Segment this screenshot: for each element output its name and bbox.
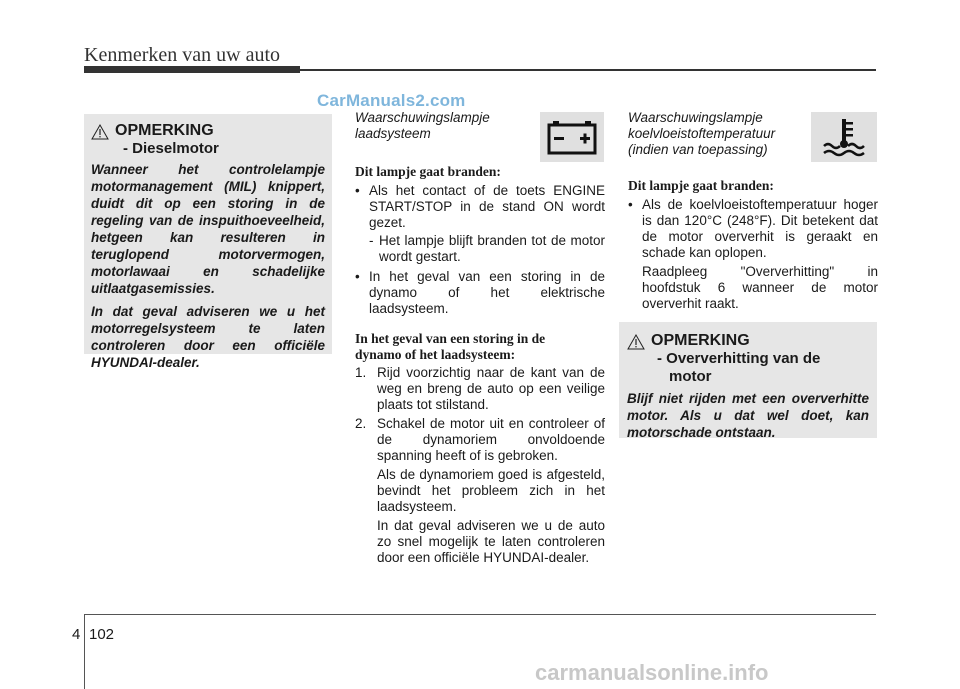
- note-header: [627, 332, 869, 386]
- step-paragraph: Als de dynamoriem goed is afgesteld, bevindt het probleem zich in het laadsysteem.: [377, 467, 605, 514]
- coolant-temperature-icon: [821, 116, 867, 158]
- section-title-line: (indien van toepassing): [628, 142, 768, 157]
- list-item: [355, 183, 605, 231]
- note-body: [627, 390, 869, 441]
- page-number: 102: [89, 626, 115, 643]
- bullet-marker: •: [355, 269, 360, 284]
- note-title: OPMERKING: [115, 122, 214, 139]
- step-number: 1.: [355, 365, 367, 380]
- dash-marker: -: [369, 233, 374, 248]
- step-text: Schakel de motor uit en controleer of de dynamoriem onvoldoende spanning heeft of is gebroken.: [377, 416, 605, 463]
- note-subtitle: - Oververhitting van de: [657, 350, 821, 367]
- note-paragraph: Blijf niet rijden met een oververhitte motor. Als u dat wel doet, kan motorschade ontstaan.: [627, 391, 869, 440]
- coolant-section-body: [628, 178, 878, 315]
- note-subtitle: motor: [669, 368, 712, 385]
- note-paragraph: In dat geval adviseren we u het motorregelsysteem te laten controleren door een officiële HYUNDAI-dealer.: [91, 304, 325, 370]
- charging-section-body: [355, 164, 605, 569]
- note-subtitle: - Dieselmotor: [123, 140, 219, 157]
- list-item: [628, 197, 878, 261]
- step-number: 2.: [355, 416, 367, 431]
- note-body: [91, 161, 325, 371]
- battery-icon: [547, 119, 597, 155]
- list-item-text: Als de koelvloeistoftemperatuur hoger is dan 120°C (248°F). Dit betekent dat de motor oververhit is geraakt en schade kan oplopen.: [642, 197, 878, 260]
- battery-warning-icon-box: [540, 112, 604, 162]
- fault-heading: In het geval van een storing in de dynamo of het laadsysteem:: [355, 331, 546, 362]
- step-text: Rijd voorzichtig naar de kant van de weg en breng de auto op een veilige plaats tot stilstand.: [377, 365, 605, 412]
- step-paragraph: In dat geval adviseren we u de auto zo snel mogelijk te laten controleren door een officiële HYUNDAI-dealer.: [377, 518, 605, 565]
- note-title: OPMERKING: [651, 332, 750, 349]
- coolant-warning-icon-box: [811, 112, 877, 162]
- list-item-text: Het lampje blijft branden tot de motor wordt gestart.: [379, 233, 605, 264]
- numbered-step: [355, 416, 605, 464]
- section-title-line: koelvloeistoftemperatuur: [628, 126, 776, 141]
- list-item: [355, 269, 605, 317]
- list-item-text: In het geval van een storing in de dynamo of het elektrische laadsysteem.: [369, 269, 605, 316]
- header-rule-thin: [300, 69, 876, 71]
- section-title-line: Waarschuwingslampje: [628, 110, 763, 125]
- list-paragraph: Raadpleeg "Oververhitting" in hoofdstuk 6 wanneer de motor oververhit raakt.: [642, 264, 878, 311]
- footer-divider: [84, 614, 85, 689]
- sub-list-item: [355, 233, 605, 265]
- bullet-marker: •: [628, 197, 633, 212]
- section-title-charging: Waarschuwingslampje laadsysteem: [355, 110, 490, 141]
- header-rule-thick: [84, 66, 300, 73]
- watermark-top: CarManuals2.com: [317, 91, 466, 110]
- note-box-diesel: [84, 114, 332, 370]
- lights-up-heading: Dit lampje gaat branden:: [628, 178, 774, 193]
- watermark-bottom: carmanualsonline.info: [535, 660, 769, 685]
- bullet-marker: •: [355, 183, 360, 198]
- warning-triangle-icon: [91, 124, 109, 140]
- page-header-title: Kenmerken van uw auto: [84, 44, 281, 66]
- warning-triangle-icon: [627, 334, 645, 350]
- list-item-text: Als het contact of de toets ENGINE START/STOP in de stand ON wordt gezet.: [369, 183, 605, 230]
- footer-rule: [84, 614, 876, 615]
- note-box-overheating: [619, 322, 877, 438]
- chapter-number: 4: [72, 626, 81, 643]
- note-header: [91, 122, 325, 158]
- section-title-coolant: [628, 110, 808, 158]
- numbered-step: [355, 365, 605, 413]
- note-paragraph: Wanneer het controlelampje motormanagement (MIL) knippert, duidt dit op een storing in de regeling van de inspuithoeveelheid, hetgeen kan resulteren in teruglopend motorvermogen, motorlawaai en schadelijke uitlaatgasemissies.: [91, 162, 325, 296]
- lights-up-heading: Dit lampje gaat branden:: [355, 164, 501, 179]
